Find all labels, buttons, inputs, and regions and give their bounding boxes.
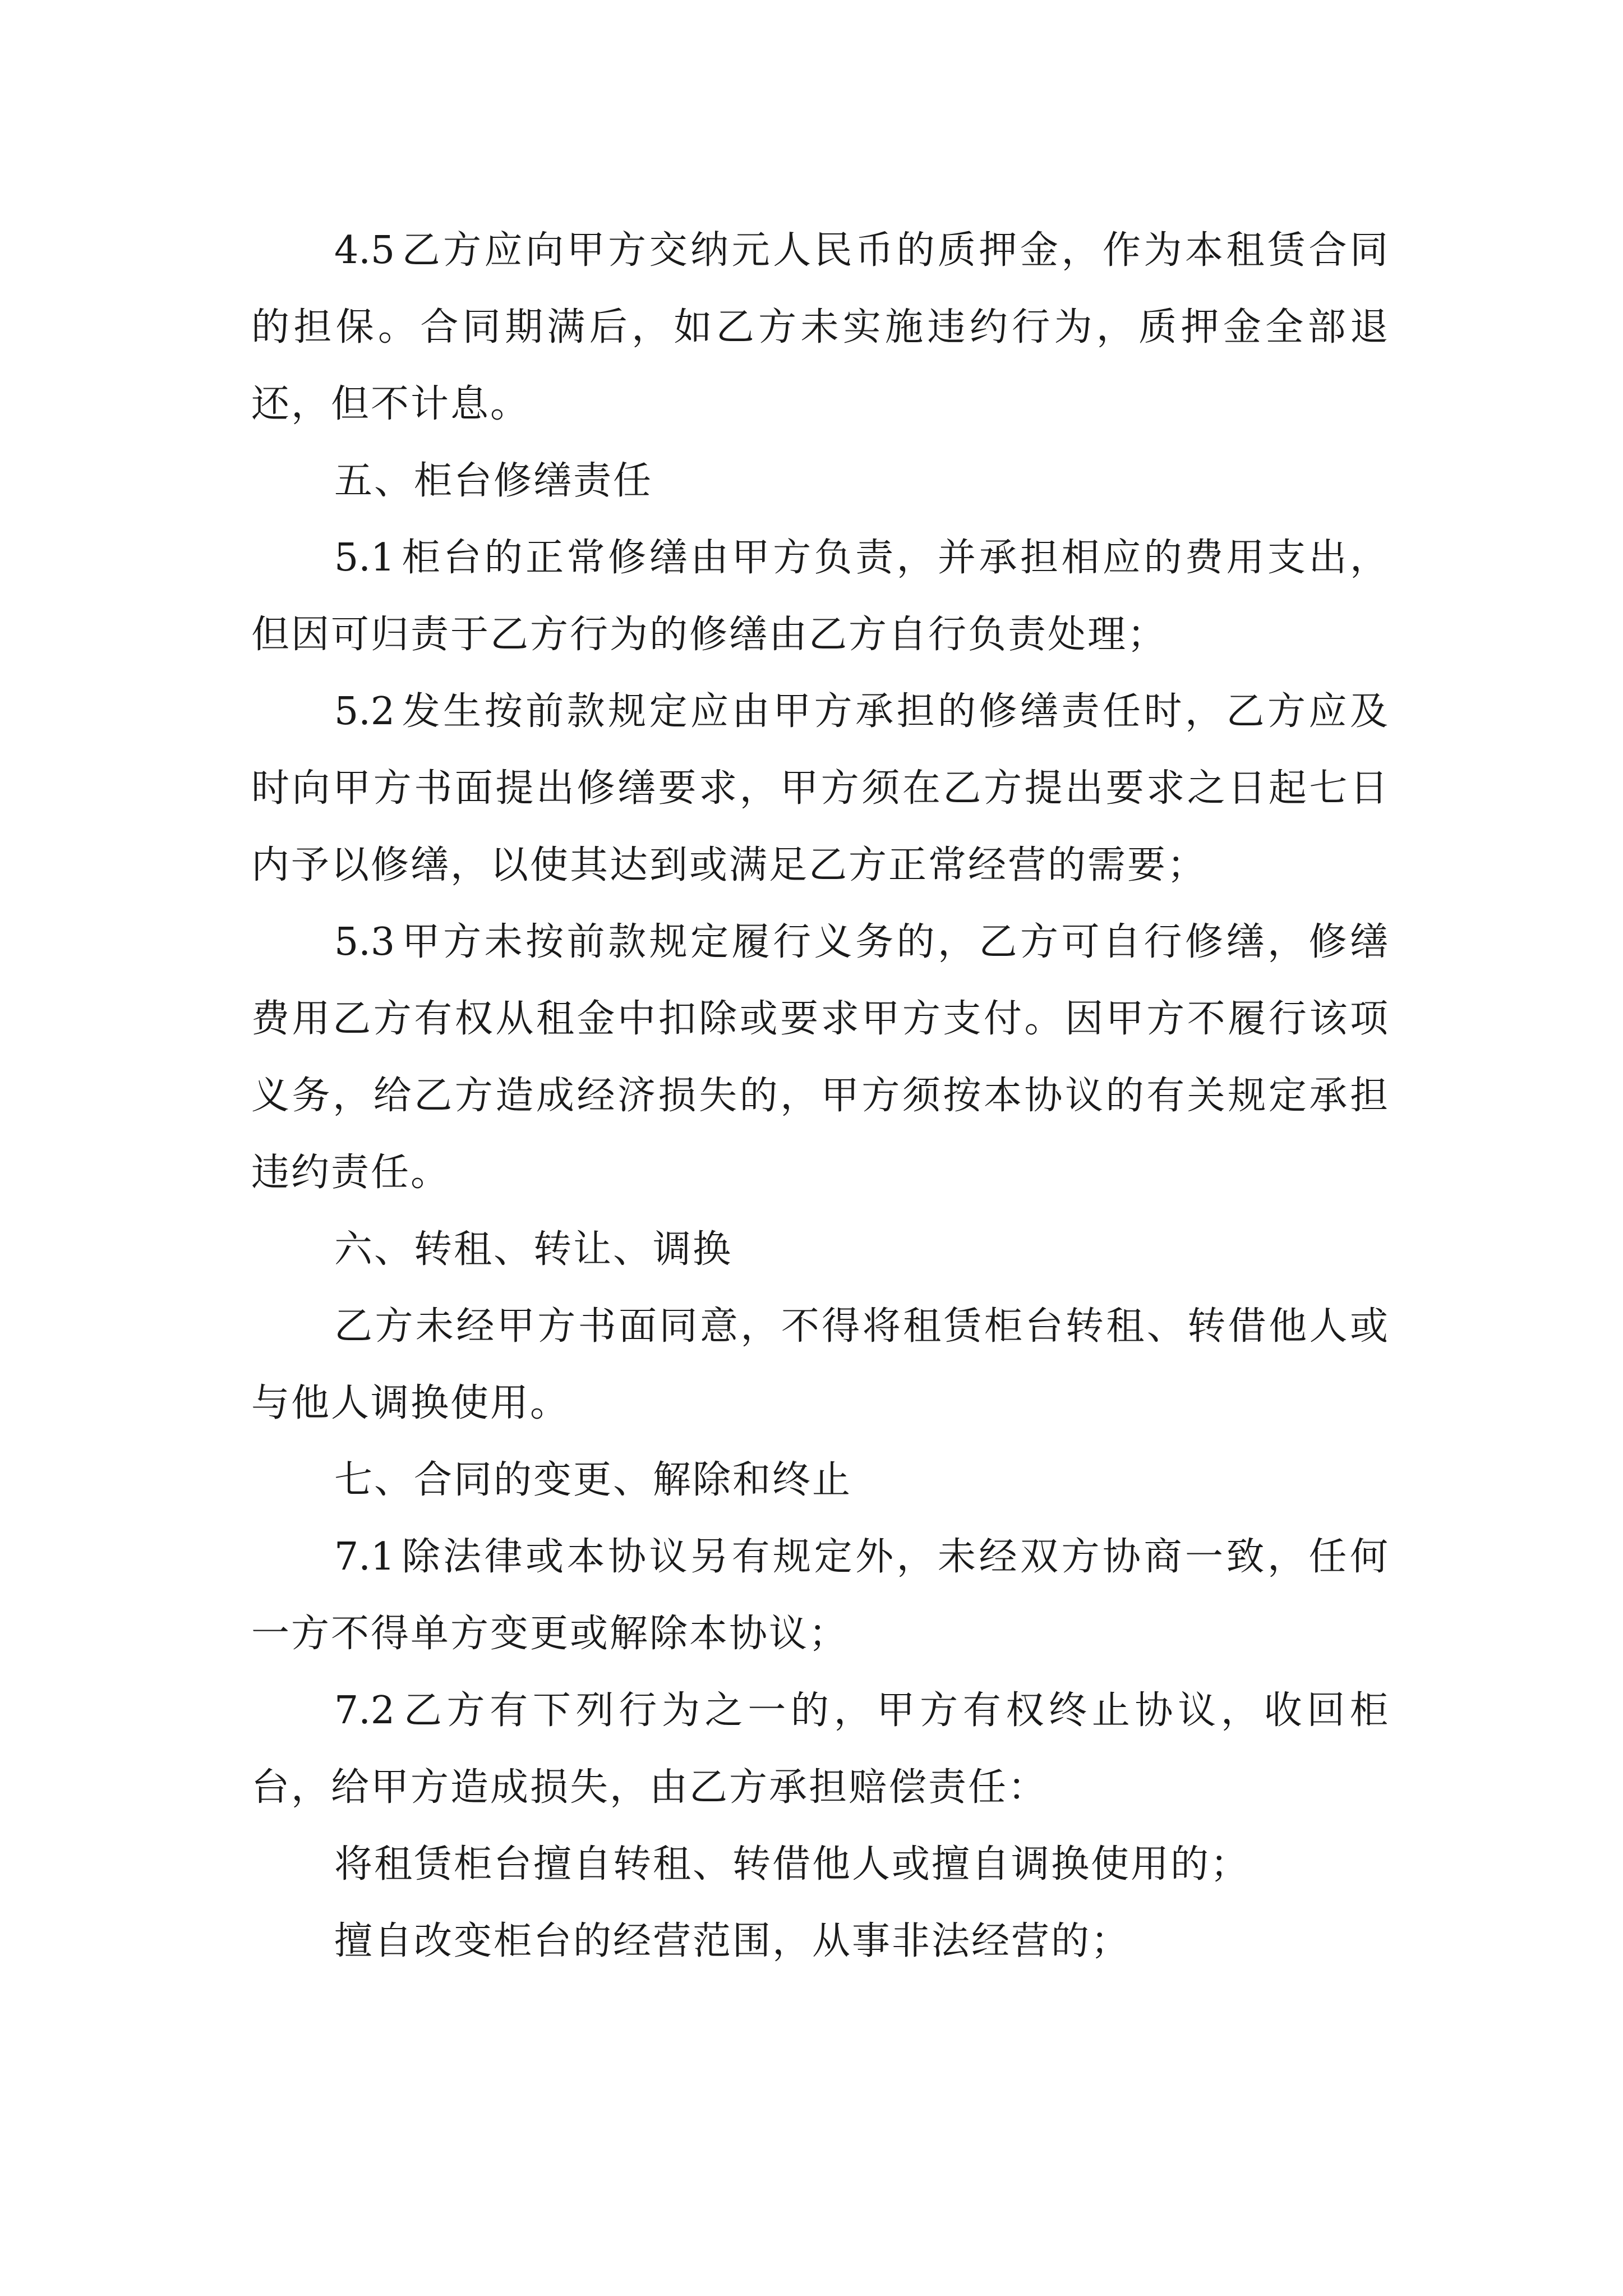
clause-text: 乙方应向甲方交纳元人民币的质押金，作为本租赁合同的担保。合同期满后，如乙方未实施违约行为，质押金全部退还，但不计息。 (251, 228, 1390, 426)
clause-number: 7.1 (334, 1535, 395, 1579)
clause-5-2 (251, 673, 1390, 904)
clause-number: 7.2 (334, 1688, 395, 1733)
section-heading-5: 五、柜台修缮责任 (334, 459, 653, 503)
section-heading-7: 七、合同的变更、解除和终止 (334, 1458, 852, 1502)
clause-7-1 (251, 1519, 1390, 1672)
list-item-illegal-business: 擅自改变柜台的经营范围，从事非法经营的； (334, 1919, 1131, 1963)
clause-number: 5.3 (334, 920, 395, 964)
clause-text: 甲方未按前款规定履行义务的，乙方可自行修缮，修缮费用乙方有权从租金中扣除或要求甲方支付。因甲方不履行该项义务，给乙方造成经济损失的，甲方须按本协议的有关规定承担违约责任。 (251, 920, 1390, 1195)
clause-number: 5.1 (334, 536, 395, 580)
section-heading-6: 六、转租、转让、调换 (334, 1227, 733, 1272)
clause-text: 除法律或本协议另有规定外，未经双方协商一致，任何一方不得单方变更或解除本协议； (251, 1535, 1390, 1656)
clause-5-3 (251, 904, 1390, 1211)
list-item-unauthorized-sublet: 将租赁柜台擅自转租、转借他人或擅自调换使用的； (334, 1842, 1251, 1887)
clause-5-1 (251, 519, 1390, 673)
clause-4-5 (251, 212, 1390, 443)
clause-text: 乙方有下列行为之一的，甲方有权终止协议，收回柜台，给甲方造成损失，由乙方承担赔偿责任： (251, 1688, 1390, 1810)
clause-number: 5.2 (334, 689, 395, 734)
clause-text: 发生按前款规定应由甲方承担的修缮责任时，乙方应及时向甲方书面提出修缮要求，甲方须在乙方提出要求之日起七日内予以修缮，以使其达到或满足乙方正常经营的需要； (251, 689, 1390, 887)
clause-7-2 (251, 1672, 1390, 1826)
paragraph-sublet: 乙方未经甲方书面同意，不得将租赁柜台转租、转借他人或与他人调换使用。 (251, 1304, 1390, 1425)
clause-number: 4.5 (334, 228, 395, 273)
document-page (251, 212, 1390, 1980)
clause-text: 柜台的正常修缮由甲方负责，并承担相应的费用支出，但因可归责于乙方行为的修缮由乙方自行负责处理； (251, 536, 1390, 657)
